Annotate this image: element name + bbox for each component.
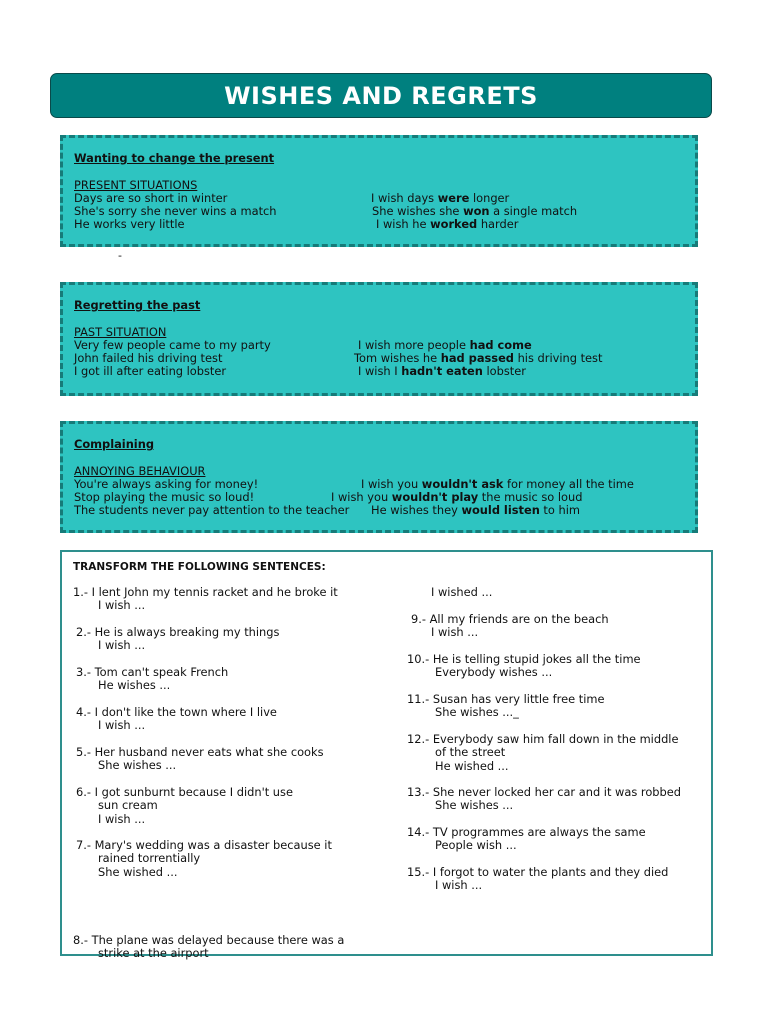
wish-text: I wish I hadn't eaten lobster — [358, 364, 526, 379]
complaining-box — [60, 421, 698, 533]
wish-text: She wishes she won a single match — [372, 204, 578, 219]
example-row — [74, 218, 689, 231]
exercise-item: 15.- I forgot to water the plants and they died I wish ... — [407, 865, 669, 893]
box-heading: Complaining — [74, 437, 154, 451]
example-row — [74, 504, 689, 517]
situation-text: Very few people came to my party — [74, 337, 271, 352]
exercise-item: 2.- He is always breaking my things I wish ... — [76, 625, 280, 653]
exercise-item: 4.- I don't like the town where I live I wish ... — [76, 705, 277, 733]
present-wishes-box — [60, 135, 698, 247]
box-subheading: PRESENT SITUATIONS — [74, 177, 198, 192]
situation-text: Stop playing the music so loud! — [74, 490, 255, 505]
title-banner — [50, 73, 712, 118]
example-row — [74, 192, 689, 205]
stray-dash: - — [118, 249, 122, 262]
wish-text: I wish more people had come — [358, 337, 532, 352]
past-regrets-box — [60, 282, 698, 396]
box-heading: Regretting the past — [74, 298, 201, 312]
exercise-box — [60, 550, 713, 961]
box-subheading: PAST SITUATION — [74, 324, 167, 339]
example-row — [74, 491, 689, 504]
wish-text: I wish he worked harder — [376, 217, 519, 232]
wish-text: I wish days were longer — [371, 190, 510, 205]
exercise-item: 11.- Susan has very little free time She wishes ..._ — [407, 692, 605, 720]
exercise-item: 3.- Tom can't speak French He wishes ... — [76, 665, 229, 693]
exercise-item: 5.- Her husband never eats what she cooks She wishes ... — [76, 745, 324, 773]
example-row — [74, 205, 689, 218]
situation-text: John failed his driving test — [74, 351, 223, 366]
page-title: WISHES AND REGRETS — [224, 81, 538, 110]
exercise-item: 9.- All my friends are on the beach I wish ... — [411, 612, 609, 640]
exercise-title: TRANSFORM THE FOLLOWING SENTENCES: — [73, 561, 326, 573]
example-row — [74, 339, 689, 352]
example-row — [74, 352, 689, 365]
situation-text: He works very little — [74, 217, 185, 232]
situation-text: She's sorry she never wins a match — [74, 204, 277, 219]
exercise-item: 10.- He is telling stupid jokes all the time Everybody wishes ... — [407, 652, 641, 680]
example-row — [74, 478, 689, 491]
box-subheading: ANNOYING BEHAVIOUR — [74, 463, 206, 478]
situation-text: I got ill after eating lobster — [74, 364, 227, 379]
exercise-item: 8.- The plane was delayed because there was a strike at the airport — [73, 933, 345, 961]
exercise-item: 1.- I lent John my tennis racket and he broke it I wish ... — [73, 585, 338, 613]
situation-text: You're always asking for money! — [74, 476, 259, 491]
exercise-item: I wished ... — [431, 585, 493, 599]
exercise-item: 13.- She never locked her car and it was robbed She wishes ... — [407, 785, 681, 813]
exercise-item: 6.- I got sunburnt because I didn't use sun cream I wish ... — [76, 785, 293, 826]
exercise-item: 14.- TV programmes are always the same People wish ... — [407, 825, 646, 853]
situation-text: Days are so short in winter — [74, 190, 228, 205]
exercise-item: 7.- Mary's wedding was a disaster because it rained torrentially She wished ... — [76, 838, 332, 879]
wish-text: I wish you wouldn't play the music so loud — [331, 490, 583, 505]
exercise-item: 12.- Everybody saw him fall down in the middle of the street He wished ... — [407, 732, 679, 773]
wish-text: He wishes they would listen to him — [371, 503, 580, 518]
wish-text: I wish you wouldn't ask for money all the time — [361, 476, 634, 491]
example-row — [74, 365, 689, 378]
box-heading: Wanting to change the present — [74, 151, 275, 165]
situation-text: The students never pay attention to the teacher — [74, 503, 350, 518]
wish-text: Tom wishes he had passed his driving test — [354, 351, 603, 366]
